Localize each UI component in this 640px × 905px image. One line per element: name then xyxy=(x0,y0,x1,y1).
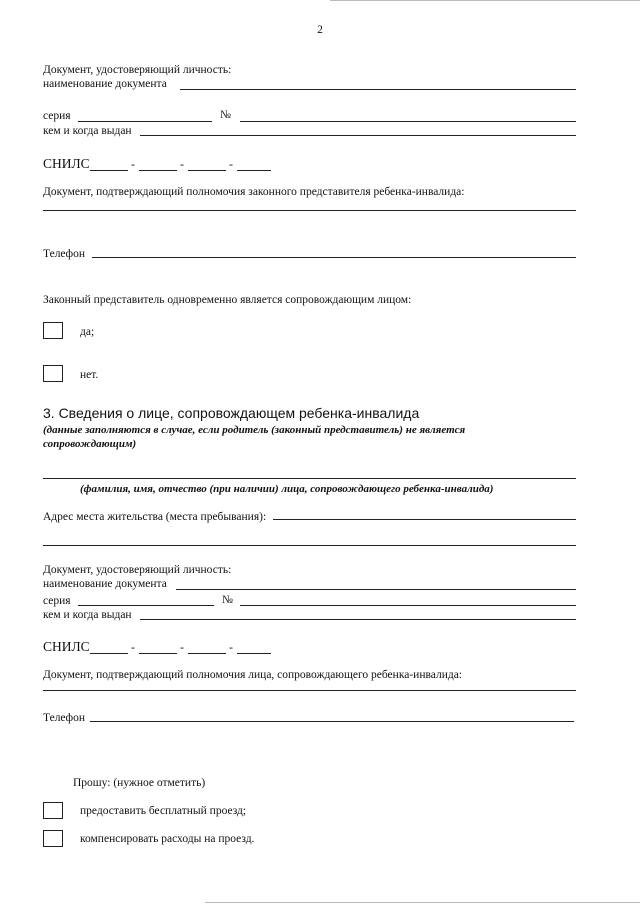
companion-phone-label: Телефон xyxy=(43,712,86,724)
companion-snils-field-2[interactable] xyxy=(139,653,177,654)
companion-fio-caption: (фамилия, имя, отчество (при наличии) лица, сопровождающего ребенка-инвалида) xyxy=(80,483,494,495)
scan-edge-bottom xyxy=(205,902,640,903)
companion-snils-dash-1: - xyxy=(131,640,135,654)
rep-snils-field-2[interactable] xyxy=(139,170,177,171)
companion-doc-name-field[interactable] xyxy=(176,589,576,590)
section3-note-line-1: (данные заполняются в случае, если родитель (законный представитель) не является xyxy=(43,424,466,436)
rep-companion-no-label: нет. xyxy=(80,369,99,381)
companion-series-field[interactable] xyxy=(78,605,214,606)
companion-number-label: № xyxy=(222,594,233,606)
rep-snils-dash-1: - xyxy=(131,157,135,171)
section3-title: 3. Сведения о лице, сопровождающем ребенка-инвалида xyxy=(43,405,420,421)
companion-snils-dash-2: - xyxy=(180,640,184,654)
rep-snils-field-4[interactable] xyxy=(237,170,271,171)
rep-authority-doc-field[interactable] xyxy=(43,210,576,211)
companion-id-doc-label: Документ, удостоверяющий личность: xyxy=(43,564,232,576)
companion-issued-label: кем и когда выдан xyxy=(43,609,132,621)
companion-authority-doc-field[interactable] xyxy=(43,690,576,691)
rep-companion-yes-label: да; xyxy=(80,326,95,338)
rep-number-field[interactable] xyxy=(240,121,576,122)
companion-address-field-2[interactable] xyxy=(43,545,576,546)
rep-number-label: № xyxy=(220,109,231,121)
request-free-travel-label: предоставить бесплатный проезд; xyxy=(80,805,247,817)
companion-address-field-1[interactable] xyxy=(273,519,576,520)
rep-snils-field-3[interactable] xyxy=(188,170,226,171)
rep-companion-no-checkbox[interactable] xyxy=(43,365,63,382)
companion-snils-field-4[interactable] xyxy=(237,653,271,654)
scan-edge-top xyxy=(330,0,640,1)
companion-snils-field-1[interactable] xyxy=(90,653,128,654)
rep-id-doc-label: Документ, удостоверяющий личность: xyxy=(43,64,232,76)
rep-issued-field[interactable] xyxy=(140,135,576,136)
request-label: Прошу: (нужное отметить) xyxy=(73,777,206,789)
companion-snils-field-3[interactable] xyxy=(188,653,226,654)
companion-doc-name-label: наименование документа xyxy=(43,578,167,590)
rep-snils-label: СНИЛС xyxy=(43,156,90,171)
companion-phone-field[interactable] xyxy=(90,721,574,722)
rep-issued-label: кем и когда выдан xyxy=(43,125,132,137)
companion-authority-doc-label: Документ, подтверждающий полномочия лица, сопровождающего ребенка-инвалида: xyxy=(43,669,462,681)
rep-series-label: серия xyxy=(43,110,71,122)
companion-snils-dash-3: - xyxy=(229,640,233,654)
companion-number-field[interactable] xyxy=(240,605,576,606)
rep-series-field[interactable] xyxy=(78,121,212,122)
companion-fio-field[interactable] xyxy=(43,478,576,479)
companion-issued-field[interactable] xyxy=(140,619,576,620)
rep-is-companion-question: Законный представитель одновременно является сопровождающим лицом: xyxy=(43,294,412,306)
rep-phone-field[interactable] xyxy=(92,257,576,258)
companion-series-label: серия xyxy=(43,595,71,607)
rep-doc-name-field[interactable] xyxy=(180,89,576,90)
rep-phone-label: Телефон xyxy=(43,248,86,260)
rep-companion-yes-checkbox[interactable] xyxy=(43,322,63,339)
rep-snils-dash-3: - xyxy=(229,157,233,171)
section3-note-line-2: сопровождающим) xyxy=(43,438,137,450)
rep-authority-doc-label: Документ, подтверждающий полномочия законного представителя ребенка-инвалида: xyxy=(43,186,465,198)
page-number: 2 xyxy=(317,24,323,36)
companion-snils-label: СНИЛС xyxy=(43,639,90,654)
rep-snils-dash-2: - xyxy=(180,157,184,171)
rep-doc-name-label: наименование документа xyxy=(43,78,167,90)
rep-snils-field-1[interactable] xyxy=(90,170,128,171)
request-compensate-checkbox[interactable] xyxy=(43,830,63,847)
request-compensate-label: компенсировать расходы на проезд. xyxy=(80,833,255,845)
request-free-travel-checkbox[interactable] xyxy=(43,802,63,819)
companion-address-label: Адрес места жительства (места пребывания): xyxy=(43,511,267,523)
